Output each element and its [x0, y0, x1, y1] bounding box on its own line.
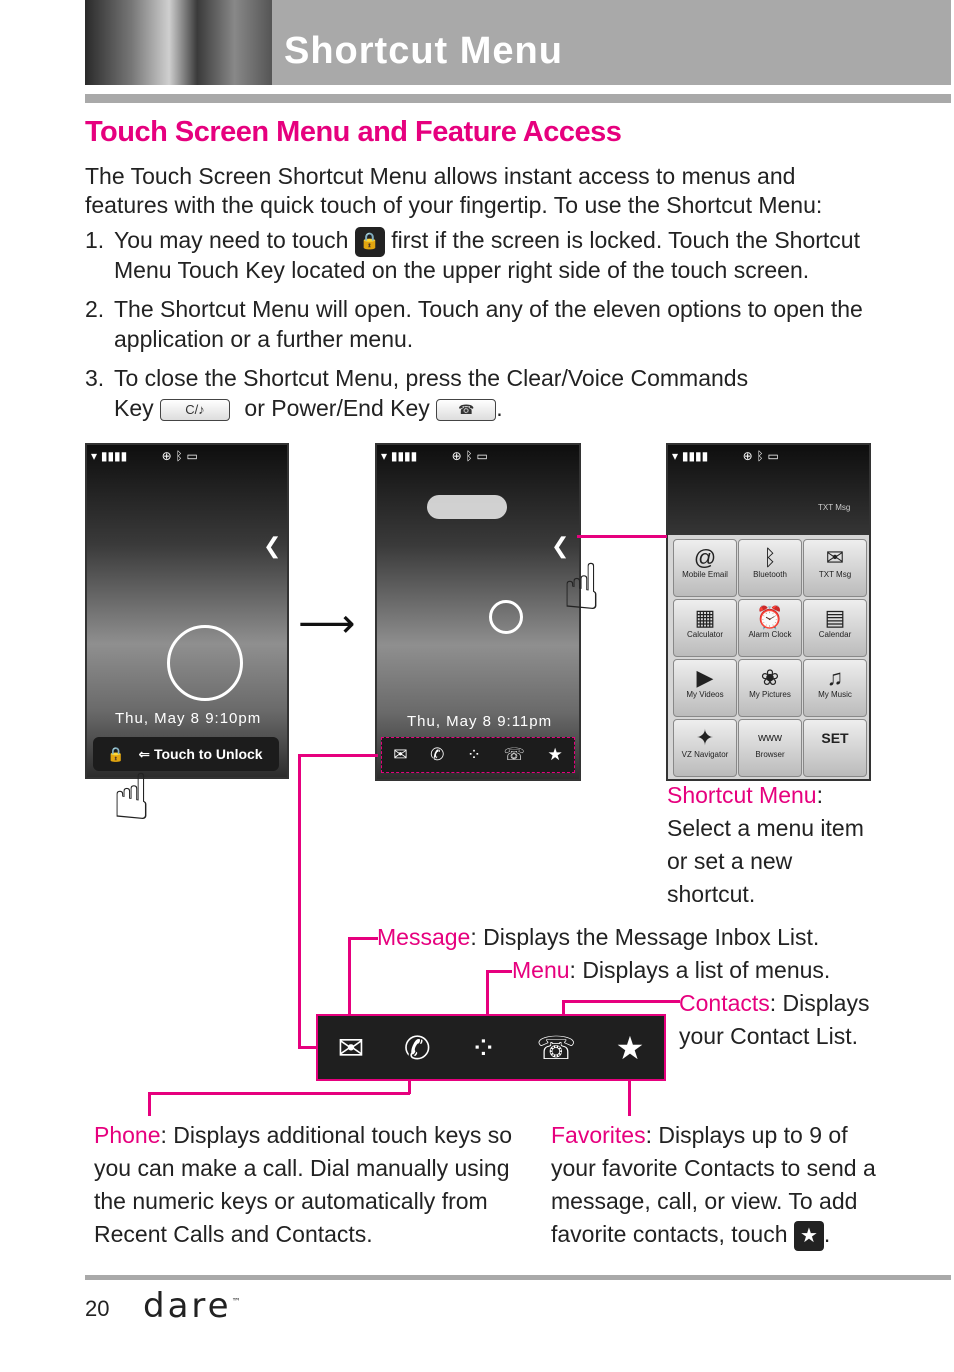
menu-grid-item[interactable] [803, 599, 867, 657]
phone-term: Phone [94, 1122, 161, 1148]
intro-line-2: features with the quick touch of your fingertip. To use the Shortcut Menu: [85, 192, 823, 218]
clear-voice-key-icon: C/♪ [160, 399, 230, 421]
menu-item-label: My Music [818, 690, 852, 699]
shortcut-line-4: shortcut. [667, 881, 756, 907]
menu-grid-item[interactable] [673, 599, 737, 657]
menu-item-label: Mobile Email [682, 570, 728, 579]
phone-icon[interactable]: ✆ [403, 1029, 431, 1066]
step-1-number: 1. [85, 227, 105, 253]
favorites-callout [551, 1119, 876, 1251]
favorites-text-4: favorite contacts, touch [551, 1221, 788, 1247]
contacts-text-2: your Contact List. [679, 1023, 858, 1049]
lock-icon: 🔒 [355, 227, 385, 257]
contacts-callout [679, 987, 869, 1053]
step-1-text-a: You may need to touch [114, 227, 349, 253]
unlock-arrow-icon: ⇐ [138, 746, 151, 762]
menu-item-icon: ♫ [826, 665, 844, 690]
message-term: Message [377, 924, 471, 950]
shortcut-dock-enlarged [316, 1014, 666, 1081]
menu-item-icon: www [758, 732, 782, 744]
connector-line [148, 1092, 151, 1116]
intro-line-1: The Touch Screen Shortcut Menu allows instant access to menus and [85, 163, 796, 189]
step-2-number: 2. [85, 296, 105, 322]
favorites-text-1: : Displays up to 9 of [645, 1122, 848, 1148]
menu-icon[interactable]: ⁘ [466, 745, 482, 764]
power-end-key-icon: ☎ [436, 399, 496, 421]
menu-item-label: Calendar [818, 630, 852, 639]
step-2-line-1: The Shortcut Menu will open. Touch any of the eleven options to open the [114, 296, 863, 322]
menu-item-icon: ᛒ [763, 545, 777, 570]
right-arrow-icon: ⟶ [298, 602, 356, 646]
menu-text: : Displays a list of menus. [569, 957, 831, 983]
home-clock: Thu, May 8 9:11pm [407, 713, 553, 730]
menu-callout [512, 956, 830, 985]
favorites-icon[interactable]: ★ [547, 745, 563, 764]
step-3-power-text: or Power/End Key [244, 395, 430, 421]
favorites-term: Favorites [551, 1122, 646, 1148]
phone-text-2: you can make a call. Dial manually using [94, 1155, 510, 1181]
footer-divider [85, 1275, 951, 1280]
menu-item-icon: ⏰ [756, 605, 784, 630]
lock-clock: Thu, May 8 9:10pm [115, 710, 262, 727]
connector-line [298, 754, 378, 757]
contacts-term: Contacts [679, 990, 770, 1016]
menu-grid-item[interactable] [673, 539, 737, 597]
menu-item-icon: ✉ [825, 545, 845, 570]
connector-line [348, 937, 351, 1015]
shortcut-term: Shortcut Menu [667, 782, 817, 808]
touch-hand-icon: ☝ [112, 761, 151, 833]
menu-grid-item[interactable] [738, 659, 802, 717]
phone-icon[interactable]: ✆ [430, 745, 445, 764]
contacts-icon[interactable]: ☏ [536, 1029, 577, 1066]
section-title: Touch Screen Menu and Feature Access [85, 116, 622, 148]
connector-line [298, 754, 301, 1049]
favorites-icon[interactable]: ★ [615, 1029, 645, 1066]
menu-grid-item[interactable] [738, 539, 802, 597]
step-1-line-2: Menu Touch Key located on the upper right side of the touch screen. [114, 257, 810, 283]
menu-item-label: VZ Navigator [681, 750, 729, 759]
figure-illustration [489, 600, 523, 634]
step-1-text-b: first if the screen is locked. Touch the Shortcut [391, 227, 860, 253]
menu-grid-item[interactable] [738, 599, 802, 657]
menu-item-label: My Pictures [749, 690, 791, 699]
page-title: Shortcut Menu [284, 30, 563, 72]
menu-item-icon: ❀ [760, 665, 780, 690]
menu-item-label: Bluetooth [753, 570, 787, 579]
step-3-line-1: To close the Shortcut Menu, press the Clear/Voice Commands [114, 365, 749, 391]
shortcut-dock [381, 737, 575, 773]
connector-line [562, 1000, 680, 1003]
trademark: ™ [231, 1297, 244, 1308]
favorites-period: . [823, 1221, 831, 1247]
menu-item-label: My Videos [686, 690, 724, 699]
connector-line [148, 1092, 410, 1095]
cloud-illustration [427, 495, 507, 519]
phone-text-3: the numeric keys or automatically from [94, 1188, 488, 1214]
message-icon[interactable]: ✉ [393, 745, 408, 764]
shortcut-line-3: or set a new [667, 848, 793, 874]
shortcut-colon: : [816, 782, 823, 808]
message-icon[interactable]: ✉ [337, 1029, 365, 1066]
contacts-text-1: : Displays [769, 990, 870, 1016]
header-divider [85, 94, 951, 103]
figure-illustration [167, 625, 243, 701]
step-2-line-2: application or a further menu. [114, 326, 414, 352]
brand-name: dare [143, 1286, 232, 1326]
menu-grid-item[interactable] [738, 719, 802, 777]
lock-screen [85, 443, 289, 779]
connector-line [486, 970, 489, 1015]
status-bar: ▾ ▮▮▮▮ ⊕ ᛒ ▭ [91, 449, 198, 463]
shortcut-menu-screen [666, 443, 871, 781]
favorites-text-2: your favorite Contacts to send a [551, 1155, 876, 1181]
menu-item-label: Alarm Clock [748, 630, 792, 639]
menu-item-label: TXT Msg [818, 570, 852, 579]
step-1-line-1 [114, 226, 860, 257]
unlock-lock-icon: 🔒 [107, 746, 125, 762]
phone-callout [94, 1119, 512, 1251]
menu-term: Menu [512, 957, 570, 983]
menu-grid-item[interactable] [803, 539, 867, 597]
message-callout [377, 923, 819, 952]
phone-text-4: Recent Calls and Contacts. [94, 1221, 373, 1247]
menu-item-icon: ▤ [824, 605, 846, 630]
step-3-key-text: Key [114, 395, 154, 421]
menu-item-label: Calculator [686, 630, 723, 639]
shortcut-line-2: Select a menu item [667, 815, 864, 841]
menu-item-icon: ▦ [694, 605, 716, 630]
brand-logo [143, 1286, 244, 1326]
message-text: : Displays the Message Inbox List. [470, 924, 820, 950]
favorites-text-3: message, call, or view. To add [551, 1188, 858, 1214]
shortcut-menu-tab-icon[interactable]: ❮ [551, 533, 570, 558]
connector-line [298, 1046, 318, 1049]
menu-grid-item[interactable] [803, 719, 867, 777]
connector-line [348, 937, 378, 940]
menu-item-icon: SET [821, 730, 849, 746]
unlock-label: Touch to Unlock [153, 746, 263, 762]
phone-text-1: : Displays additional touch keys so [160, 1122, 513, 1148]
step-3-line-2 [114, 394, 503, 423]
step-3-number: 3. [85, 365, 105, 391]
shortcut-tab-icon: ❮ [263, 533, 282, 558]
star-icon: ★ [794, 1221, 824, 1251]
header-photo [85, 0, 272, 85]
home-screen [375, 443, 581, 781]
menu-item-label: Browser [755, 750, 785, 759]
contacts-icon[interactable]: ☏ [503, 745, 525, 764]
menu-grid-item[interactable] [673, 719, 737, 777]
menu-grid-item[interactable] [803, 659, 867, 717]
corner-shortcut-label: TXT Msg [818, 503, 851, 512]
menu-icon[interactable]: ⁘ [470, 1029, 497, 1066]
menu-item-icon: ▶ [696, 665, 714, 690]
touch-hand-icon: ☝ [562, 551, 601, 623]
shortcut-callout [667, 779, 864, 911]
lock-wallpaper [87, 445, 287, 777]
connector-line [577, 535, 667, 538]
status-bar: ▾ ▮▮▮▮ ⊕ ᛒ ▭ [672, 449, 779, 463]
menu-item-icon: @ [693, 545, 717, 570]
connector-line [486, 970, 512, 973]
menu-grid-item[interactable] [673, 659, 737, 717]
status-bar: ▾ ▮▮▮▮ ⊕ ᛒ ▭ [381, 449, 488, 463]
menu-item-icon: ✦ [695, 725, 715, 750]
step-3-period: . [496, 395, 503, 421]
page-number: 20 [85, 1296, 110, 1321]
